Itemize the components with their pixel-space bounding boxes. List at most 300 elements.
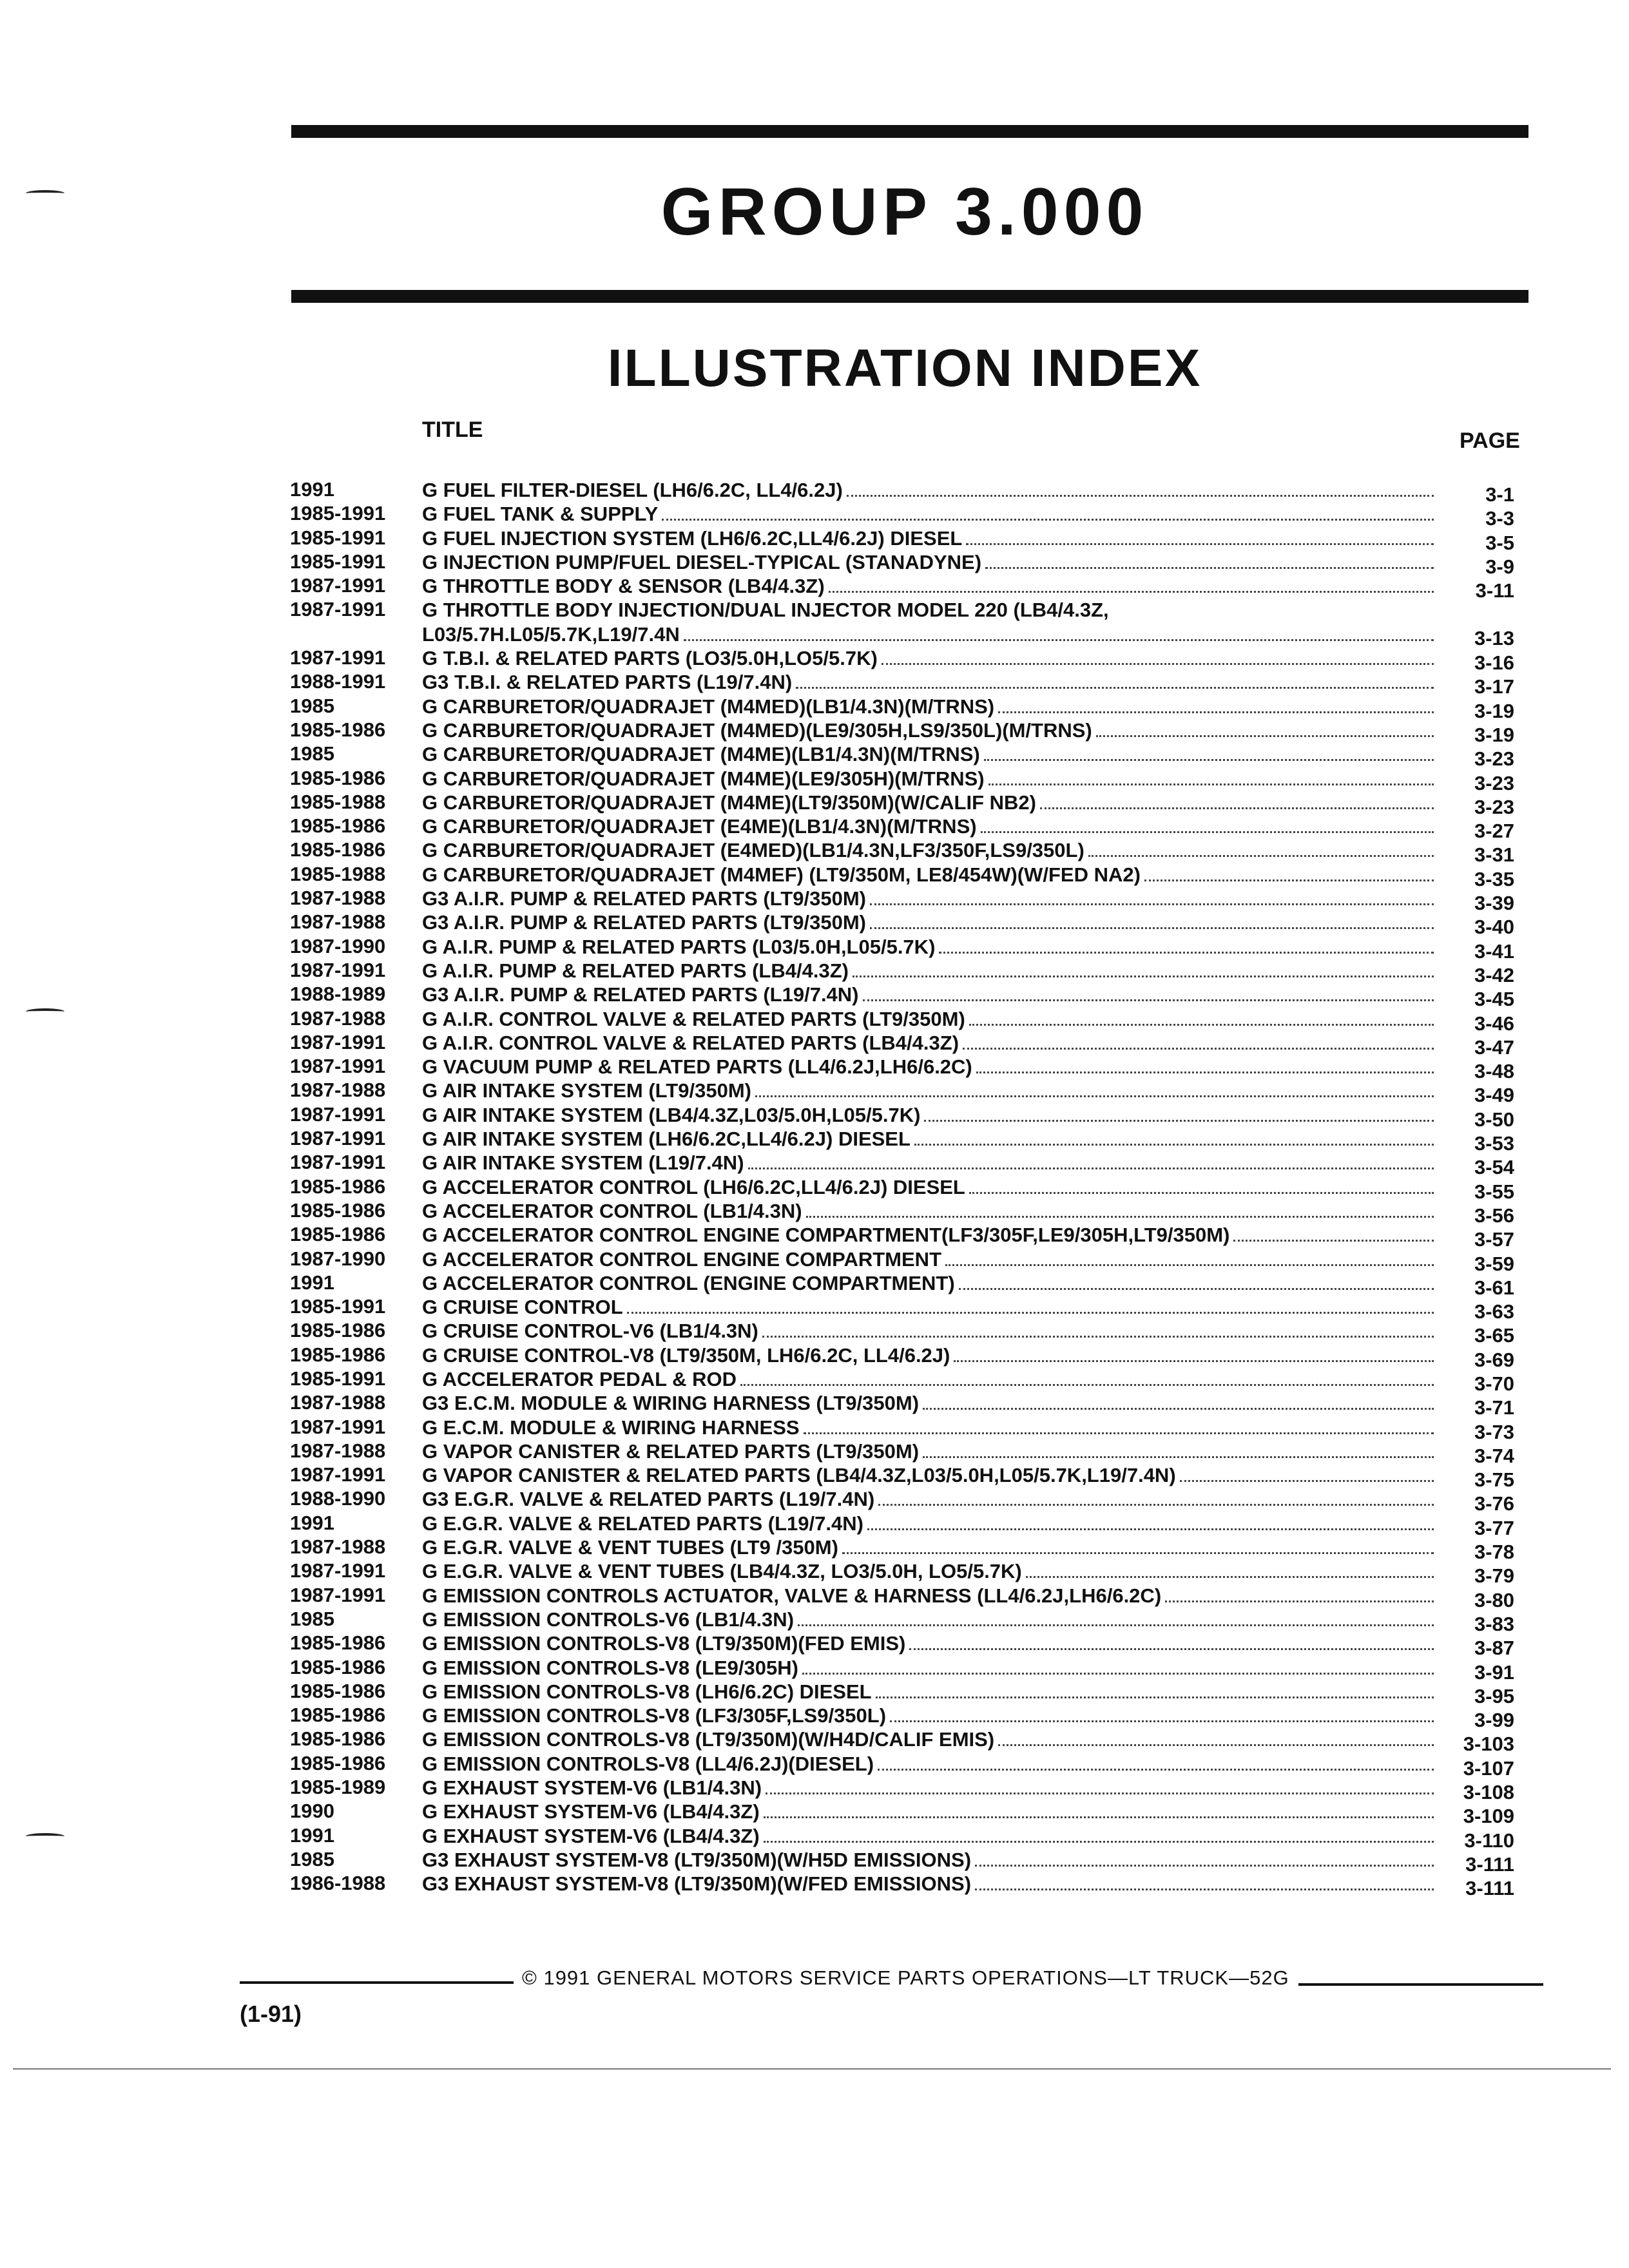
- entry-page: 3-19: [1474, 699, 1514, 722]
- entry-page: 3-103: [1463, 1733, 1514, 1756]
- entry-page: 3-54: [1474, 1156, 1514, 1179]
- dot-leader: [863, 999, 1434, 1001]
- index-entry: [290, 1127, 1514, 1155]
- index-entry: [290, 1583, 1514, 1611]
- dot-leader: [981, 831, 1434, 833]
- entry-page: 3-69: [1474, 1348, 1514, 1371]
- entry-page: 3-108: [1463, 1781, 1514, 1804]
- entry-title-line: [422, 1295, 1440, 1320]
- index-entry: [290, 814, 1514, 843]
- index-entry: [290, 790, 1514, 818]
- entry-title-line: [422, 502, 1440, 526]
- index-entry: [290, 1800, 1514, 1828]
- entry-title: G3 E.G.R. VALVE & RELATED PARTS (L19/7.4N): [422, 1488, 875, 1511]
- entry-title: G ACCELERATOR CONTROL (LH6/6.2C,LL4/6.2J) DIESEL: [422, 1175, 965, 1198]
- entry-years: 1991: [290, 1271, 334, 1294]
- entry-title-line: [422, 767, 1440, 791]
- entry-title: G FUEL TANK & SUPPLY: [422, 503, 659, 526]
- entry-page: 3-56: [1474, 1204, 1514, 1227]
- entry-years: 1985-1989: [290, 1776, 386, 1799]
- entry-years: 1987-1991: [290, 1030, 386, 1053]
- index-entry: [290, 598, 1514, 650]
- entry-page: 3-19: [1474, 723, 1514, 746]
- entry-title-line: [422, 1079, 1440, 1103]
- dot-leader: [1088, 854, 1434, 857]
- entry-page: 3-55: [1474, 1180, 1514, 1203]
- entry-years: 1988-1989: [290, 983, 386, 1006]
- entry-page: 3-41: [1474, 939, 1514, 963]
- entry-title-line: [422, 791, 1440, 815]
- margin-mark: [26, 1008, 64, 1015]
- index-entry: [290, 742, 1514, 771]
- entry-years: 1985-1988: [290, 790, 386, 813]
- entry-title: G3 A.I.R. PUMP & RELATED PARTS (LT9/350M): [422, 911, 866, 934]
- page-bottom-rule: [13, 2068, 1611, 2070]
- entry-years: 1987-1988: [290, 1006, 386, 1030]
- index-entry: [290, 1391, 1514, 1419]
- entry-title: G AIR INTAKE SYSTEM (LT9/350M): [422, 1079, 751, 1102]
- index-entry: [290, 478, 1514, 506]
- footer-rule-right: [1298, 1983, 1543, 1986]
- dot-leader: [975, 1888, 1434, 1890]
- dot-leader: [764, 1816, 1434, 1818]
- title-column-header: TITLE: [422, 418, 483, 442]
- entry-title-line: [422, 526, 1440, 551]
- entry-years: 1985-1986: [290, 814, 386, 838]
- entry-title: G AIR INTAKE SYSTEM (L19/7.4N): [422, 1151, 744, 1175]
- entry-years: 1985-1986: [290, 1704, 386, 1727]
- index-entry: [290, 1295, 1514, 1323]
- entry-page: 3-111: [1465, 1877, 1514, 1900]
- entry-page: 3-87: [1474, 1637, 1514, 1660]
- entry-title: G VAPOR CANISTER & RELATED PARTS (LT9/350M): [422, 1439, 920, 1463]
- entry-title: G A.I.R. CONTROL VALVE & RELATED PARTS (LB4/4.3Z): [422, 1031, 959, 1054]
- dot-leader: [870, 903, 1434, 905]
- entry-years: 1987-1991: [290, 574, 386, 597]
- entry-page: 3-1: [1485, 483, 1514, 506]
- entry-title: G A.I.R. PUMP & RELATED PARTS (L03/5.0H,L05/5.7K): [422, 935, 936, 958]
- entry-page: 3-27: [1474, 820, 1514, 843]
- index-entry: [290, 670, 1514, 698]
- entry-title-line: [422, 1103, 1440, 1128]
- entry-title: G CARBURETOR/QUADRAJET (M4ME)(LT9/350M)(W/CALIF NB2): [422, 791, 1036, 814]
- entry-years: 1990: [290, 1800, 334, 1823]
- index-entry: [290, 1487, 1514, 1515]
- entry-years: 1985-1986: [290, 1727, 386, 1751]
- index-entry: [290, 838, 1514, 867]
- entry-page: 3-78: [1474, 1541, 1514, 1564]
- entry-title: G EMISSION CONTROLS-V8 (LH6/6.2C) DIESEL: [422, 1680, 872, 1703]
- entry-title-line: [422, 550, 1440, 575]
- index-entry: [290, 1679, 1514, 1707]
- entry-title-line: [422, 1752, 1440, 1776]
- entry-years: 1987-1988: [290, 1535, 386, 1559]
- entry-title-line: [422, 863, 1440, 887]
- entry-title: G ACCELERATOR PEDAL & ROD: [422, 1367, 737, 1390]
- dot-leader: [876, 1696, 1434, 1698]
- entry-title-line: [422, 983, 1440, 1007]
- index-entry: [290, 862, 1514, 890]
- entry-years: 1991: [290, 1823, 334, 1847]
- index-entry: [290, 1439, 1514, 1467]
- entry-page: 3-80: [1474, 1588, 1514, 1611]
- dot-leader: [847, 494, 1434, 497]
- entry-title: G AIR INTAKE SYSTEM (LB4/4.3Z,L03/5.0H,L05/5.7K): [422, 1103, 921, 1126]
- entry-title: G E.G.R. VALVE & VENT TUBES (LT9 /350M): [422, 1536, 838, 1559]
- entry-page: 3-65: [1474, 1324, 1514, 1347]
- page-column-header: PAGE: [1460, 428, 1520, 453]
- entry-years: 1987-1988: [290, 1079, 386, 1102]
- entry-title-line: [422, 598, 1440, 646]
- entry-title-line: [422, 1416, 1440, 1440]
- group-title: GROUP 3.000: [660, 175, 1149, 249]
- entry-title: G3 E.C.M. MODULE & WIRING HARNESS (LT9/350M): [422, 1392, 920, 1415]
- entry-title-line: [422, 1031, 1440, 1055]
- entry-title-line: [422, 1680, 1440, 1704]
- index-entry: [290, 1102, 1514, 1131]
- entry-page: 3-95: [1474, 1684, 1514, 1707]
- entry-title-line: [422, 646, 1440, 671]
- entry-title: G3 A.I.R. PUMP & RELATED PARTS (LT9/350M): [422, 887, 866, 910]
- entry-title-line: [422, 1271, 1440, 1296]
- index-entry: [290, 1319, 1514, 1347]
- dot-leader: [939, 951, 1434, 954]
- entry-page: 3-57: [1474, 1228, 1514, 1251]
- index-entry: [290, 887, 1514, 915]
- entry-years: 1985-1986: [290, 718, 386, 741]
- illustration-index-list: [290, 478, 1514, 1900]
- entry-title-line: [422, 1007, 1440, 1032]
- dot-leader: [890, 1720, 1434, 1722]
- dot-leader: [963, 1047, 1434, 1050]
- entry-title: G EMISSION CONTROLS-V8 (LL4/6.2J)(DIESEL): [422, 1752, 874, 1775]
- entry-title-line: [422, 1776, 1440, 1800]
- entry-title-line: [422, 935, 1440, 959]
- index-entry: [290, 1511, 1514, 1539]
- entry-title: G A.I.R. CONTROL VALVE & RELATED PARTS (LT9/350M): [422, 1007, 965, 1030]
- dot-leader: [766, 1792, 1434, 1794]
- entry-title-line: [422, 718, 1440, 743]
- entry-title-line: [422, 1175, 1440, 1200]
- entry-title-line: [422, 1247, 1440, 1272]
- entry-title: G E.G.R. VALVE & RELATED PARTS (L19/7.4N): [422, 1512, 863, 1535]
- index-entry: [290, 1776, 1514, 1804]
- entry-years: 1987-1988: [290, 1439, 386, 1462]
- entry-title-line: [422, 1055, 1440, 1079]
- entry-years: 1985-1986: [290, 1655, 386, 1678]
- entry-title: G EMISSION CONTROLS-V8 (LE9/305H): [422, 1656, 798, 1679]
- entry-years: 1987-1990: [290, 1247, 386, 1270]
- entry-years: 1985-1991: [290, 526, 386, 549]
- entry-years: 1987-1991: [290, 1151, 386, 1174]
- entry-page: 3-13: [1474, 627, 1514, 650]
- entry-title-line: [422, 695, 1440, 719]
- entry-years: 1987-1991: [290, 1583, 386, 1606]
- entry-page: 3-83: [1474, 1612, 1514, 1635]
- entry-years: 1985-1986: [290, 1751, 386, 1774]
- entry-title-line: [422, 1631, 1440, 1656]
- entry-title: G EXHAUST SYSTEM-V6 (LB1/4.3N): [422, 1776, 762, 1800]
- entry-title: G E.C.M. MODULE & WIRING HARNESS: [422, 1416, 800, 1439]
- entry-title: G ACCELERATOR CONTROL (ENGINE COMPARTMENT): [422, 1271, 955, 1294]
- dot-leader: [924, 1119, 1434, 1122]
- dot-leader: [870, 927, 1434, 929]
- entry-page: 3-77: [1474, 1516, 1514, 1539]
- dot-leader: [966, 543, 1434, 545]
- entry-years: 1985-1986: [290, 1198, 386, 1222]
- dot-leader: [909, 1648, 1434, 1650]
- index-entry: [290, 958, 1514, 986]
- index-entry: [290, 1631, 1514, 1660]
- entry-title-line: [422, 670, 1440, 695]
- dot-leader: [796, 686, 1434, 689]
- entry-years: 1988-1991: [290, 670, 386, 693]
- entry-title: G EMISSION CONTROLS-V6 (LB1/4.3N): [422, 1608, 795, 1631]
- entry-years: 1985-1986: [290, 1175, 386, 1198]
- entry-title-line: [422, 959, 1440, 983]
- index-entry: [290, 1006, 1514, 1035]
- entry-page: 3-73: [1474, 1420, 1514, 1443]
- index-entry: [290, 718, 1514, 746]
- entry-title-line: [422, 478, 1440, 503]
- index-entry: [290, 1607, 1514, 1635]
- index-entry: [290, 1247, 1514, 1275]
- entry-title-line: [422, 1391, 1440, 1416]
- dot-leader: [853, 975, 1434, 977]
- entry-page: 3-11: [1475, 579, 1514, 602]
- index-entry: [290, 1271, 1514, 1299]
- margin-mark: [26, 1833, 64, 1840]
- dot-leader: [878, 1503, 1434, 1506]
- dot-leader: [842, 1552, 1434, 1554]
- entry-title: G CARBURETOR/QUADRAJET (M4ME)(LE9/305H)(M/TRNS): [422, 767, 985, 790]
- entry-page: 3-71: [1474, 1396, 1514, 1419]
- dot-leader: [764, 1840, 1434, 1843]
- entry-years: 1987-1990: [290, 934, 386, 957]
- entry-title: G EMISSION CONTROLS-V8 (LT9/350M)(FED EMIS): [422, 1632, 906, 1655]
- entry-years: 1987-1988: [290, 910, 386, 934]
- entry-page: 3-107: [1463, 1756, 1514, 1780]
- index-entry: [290, 1079, 1514, 1107]
- dot-leader: [945, 1264, 1434, 1266]
- index-entry: [290, 983, 1514, 1011]
- entry-title: G VAPOR CANISTER & RELATED PARTS (LB4/4.3Z,L03/5.0H,L05/5.7K,L19/7.4N): [422, 1464, 1176, 1487]
- index-entry: [290, 1751, 1514, 1780]
- entry-years: 1988-1990: [290, 1487, 386, 1510]
- entry-title-line: [422, 1535, 1440, 1560]
- entry-title: G3 T.B.I. & RELATED PARTS (L19/7.4N): [422, 671, 793, 694]
- dot-leader: [969, 1023, 1434, 1026]
- dot-leader: [829, 590, 1434, 593]
- entry-years: 1985-1986: [290, 1631, 386, 1655]
- entry-title: G EMISSION CONTROLS-V8 (LF3/305F,LS9/350L): [422, 1704, 887, 1727]
- index-entry: [290, 1559, 1514, 1588]
- entry-title-line: [422, 1848, 1440, 1872]
- entry-page: 3-23: [1474, 747, 1514, 771]
- entry-page: 3-39: [1474, 892, 1514, 915]
- dot-leader: [975, 1864, 1434, 1867]
- entry-title: G3 EXHAUST SYSTEM-V8 (LT9/350M)(W/H5D EMISSIONS): [422, 1848, 972, 1871]
- entry-title: G THROTTLE BODY & SENSOR (LB4/4.3Z): [422, 575, 825, 598]
- entry-title-line: [422, 1800, 1440, 1824]
- entry-title-line: [422, 887, 1440, 911]
- index-entry: [290, 1151, 1514, 1179]
- dot-leader: [882, 662, 1434, 665]
- dot-leader: [1026, 1575, 1434, 1578]
- entry-page: 3-48: [1474, 1060, 1514, 1083]
- dot-leader: [998, 711, 1434, 713]
- dot-leader: [740, 1383, 1434, 1386]
- entry-page: 3-70: [1474, 1372, 1514, 1395]
- top-rule: [291, 125, 1528, 138]
- entry-title-line: [422, 1512, 1440, 1536]
- dot-leader: [1165, 1600, 1434, 1602]
- dot-leader: [1180, 1479, 1434, 1482]
- entry-page: 3-91: [1474, 1660, 1514, 1684]
- entry-years: 1985-1991: [290, 1295, 386, 1318]
- entry-title-line: [422, 1343, 1440, 1368]
- entry-title-line: [422, 742, 1440, 767]
- entry-title: G CARBURETOR/QUADRAJET (E4MED)(LB1/4.3N,LF3/350F,LS9/350L): [422, 839, 1084, 862]
- entry-years: 1985-1991: [290, 550, 386, 573]
- dot-leader: [798, 1624, 1434, 1626]
- dot-leader: [959, 1287, 1434, 1290]
- entry-title-line: [422, 838, 1440, 863]
- entry-page: 3-59: [1474, 1252, 1514, 1275]
- entry-title: G EMISSION CONTROLS-V8 (LT9/350M)(W/H4D/CALIF EMIS): [422, 1728, 995, 1751]
- index-entry: [290, 1367, 1514, 1395]
- entry-title-line: [422, 1824, 1440, 1849]
- entry-years: 1985: [290, 1607, 334, 1630]
- entry-page: 3-75: [1474, 1468, 1514, 1492]
- entry-page: 3-46: [1474, 1012, 1514, 1035]
- entry-page: 3-110: [1464, 1829, 1514, 1852]
- entry-title-line: [422, 1127, 1440, 1151]
- index-entry: [290, 1415, 1514, 1443]
- entry-page: 3-79: [1474, 1564, 1514, 1588]
- entry-title-line: [422, 1223, 1440, 1247]
- entry-years: 1985-1991: [290, 1367, 386, 1390]
- entry-years: 1985-1986: [290, 1223, 386, 1246]
- entry-page: 3-63: [1474, 1300, 1514, 1323]
- index-entry: [290, 646, 1514, 675]
- entry-title: G FUEL INJECTION SYSTEM (LH6/6.2C,LL4/6.2J) DIESEL: [422, 526, 963, 550]
- entry-years: 1987-1991: [290, 598, 386, 621]
- entry-years: 1987-1991: [290, 958, 386, 981]
- entry-page: 3-50: [1474, 1108, 1514, 1131]
- entry-page: 3-49: [1474, 1084, 1514, 1107]
- entry-title-line: [422, 1727, 1440, 1752]
- entry-years: 1987-1991: [290, 1102, 386, 1126]
- index-title: ILLUSTRATION INDEX: [607, 339, 1202, 398]
- entry-page: 3-76: [1474, 1492, 1514, 1515]
- entry-years: 1987-1988: [290, 887, 386, 910]
- entry-title-line: [422, 814, 1440, 839]
- entry-page: 3-23: [1474, 771, 1514, 794]
- index-entry: [290, 694, 1514, 722]
- index-entry: [290, 766, 1514, 794]
- entry-title-line: [422, 1608, 1440, 1632]
- dot-leader: [748, 1167, 1434, 1169]
- entry-title: G CRUISE CONTROL: [422, 1296, 623, 1319]
- entry-page: 3-42: [1474, 963, 1514, 986]
- dot-leader: [923, 1407, 1434, 1410]
- entry-years: 1987-1991: [290, 1559, 386, 1582]
- entry-title: G CARBURETOR/QUADRAJET (M4ME)(LB1/4.3N)(M/TRNS): [422, 743, 980, 766]
- entry-page: 3-61: [1474, 1276, 1514, 1299]
- entry-title: G INJECTION PUMP/FUEL DIESEL-TYPICAL (STANADYNE): [422, 550, 982, 573]
- entry-page: 3-40: [1474, 916, 1514, 939]
- dot-leader: [1233, 1239, 1434, 1242]
- entry-title: G ACCELERATOR CONTROL ENGINE COMPARTMENT(LF3/305F,LE9/305H,LT9/350M): [422, 1224, 1230, 1247]
- entry-page: 3-3: [1485, 507, 1514, 530]
- entry-years: 1987-1991: [290, 1127, 386, 1150]
- entry-title: G CARBURETOR/QUADRAJET (E4ME)(LB1/4.3N)(M/TRNS): [422, 815, 977, 838]
- dot-leader: [985, 566, 1434, 569]
- entry-title-line: [422, 1439, 1440, 1464]
- entry-title: G EXHAUST SYSTEM-V6 (LB4/4.3Z): [422, 1824, 760, 1847]
- entry-title-line: [422, 1463, 1440, 1488]
- entry-page: 3-16: [1474, 651, 1514, 675]
- dot-leader: [1040, 807, 1434, 809]
- dot-leader: [976, 1071, 1434, 1073]
- index-entry: [290, 526, 1514, 554]
- dot-leader: [627, 1311, 1434, 1314]
- entry-years: 1985-1986: [290, 1679, 386, 1702]
- dot-leader: [755, 1095, 1434, 1097]
- entry-page: 3-47: [1474, 1035, 1514, 1059]
- index-entry: [290, 574, 1514, 602]
- index-entry: [290, 1704, 1514, 1732]
- entry-page: 3-17: [1474, 675, 1514, 698]
- entry-years: 1991: [290, 1511, 334, 1534]
- dot-leader: [867, 1528, 1434, 1530]
- entry-page: 3-109: [1463, 1805, 1514, 1828]
- entry-title: G THROTTLE BODY INJECTION/DUAL INJECTOR MODEL 220 (LB4/4.3Z,: [422, 599, 1109, 622]
- entry-title: G CARBURETOR/QUADRAJET (M4MED)(LB1/4.3N)(M/TRNS): [422, 695, 995, 718]
- entry-title: G CARBURETOR/QUADRAJET (M4MED)(LE9/305H,LS9/350L)(M/TRNS): [422, 718, 1092, 742]
- entry-years: 1985-1986: [290, 1319, 386, 1342]
- dot-leader: [923, 1456, 1434, 1458]
- footer-copyright: © 1991 GENERAL MOTORS SERVICE PARTS OPERATIONS—LT TRUCK—52G: [522, 1966, 1289, 1989]
- entry-page: 3-31: [1474, 843, 1514, 867]
- index-entry: [290, 1198, 1514, 1227]
- entry-page: 3-9: [1485, 555, 1514, 578]
- entry-title-continued: L03/5.7H.L05/5.7K,L19/7.4N: [422, 622, 680, 646]
- index-entry: [290, 1823, 1514, 1852]
- entry-years: 1987-1991: [290, 646, 386, 669]
- entry-title: G CRUISE CONTROL-V6 (LB1/4.3N): [422, 1320, 758, 1343]
- entry-page: 3-23: [1474, 795, 1514, 818]
- entry-title: G ACCELERATOR CONTROL (LB1/4.3N): [422, 1199, 802, 1222]
- dot-leader: [954, 1360, 1434, 1362]
- index-entry: [290, 910, 1514, 939]
- entry-years: 1985-1991: [290, 502, 386, 525]
- dot-leader: [984, 758, 1434, 761]
- entry-years: 1985-1986: [290, 838, 386, 861]
- dot-leader: [762, 1335, 1434, 1338]
- entry-title: G AIR INTAKE SYSTEM (LH6/6.2C,LL4/6.2J) DIESEL: [422, 1128, 911, 1151]
- entry-title-line: [422, 1151, 1440, 1175]
- index-entry: [290, 1655, 1514, 1684]
- index-entry: [290, 1463, 1514, 1492]
- entry-title-line: [422, 1319, 1440, 1343]
- entry-title-line: [422, 1367, 1440, 1392]
- footer-rule-left: [240, 1981, 514, 1984]
- entry-years: 1985-1988: [290, 862, 386, 885]
- entry-title: G T.B.I. & RELATED PARTS (LO3/5.0H,LO5/5.7K): [422, 647, 878, 670]
- index-entry: [290, 1030, 1514, 1059]
